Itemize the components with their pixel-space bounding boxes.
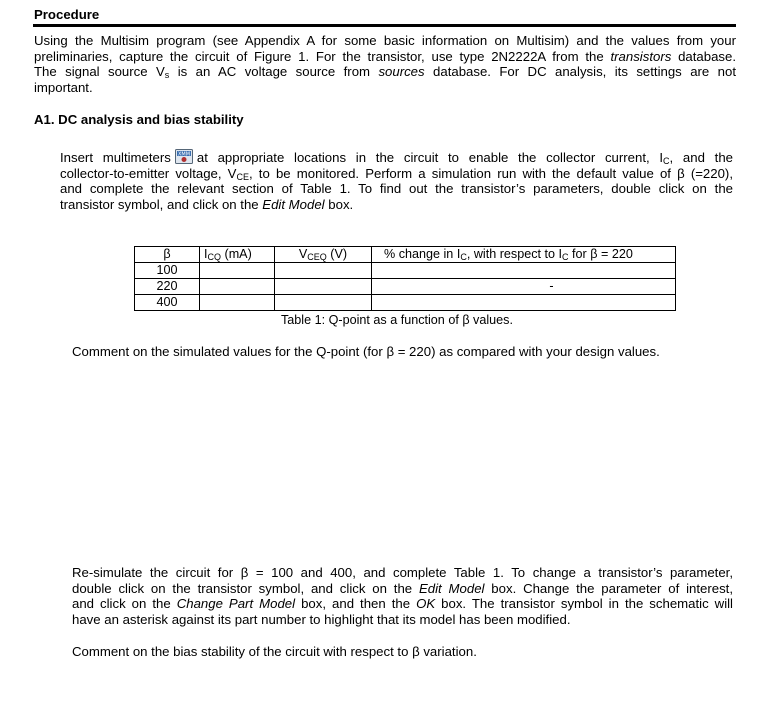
table-row [135, 295, 676, 311]
table-caption: Table 1: Q-point as a function of β values. [281, 313, 513, 327]
row-change-cell: - [372, 279, 676, 295]
row-icq-cell [200, 279, 275, 295]
heading-rule [33, 24, 736, 27]
comment-qpoint: Comment on the simulated values for the Q-point (for β = 220) as compared with your design values. [72, 344, 660, 359]
table-header-row [135, 247, 676, 263]
intro-line-4: important. [34, 79, 93, 95]
resim-line-3: and click on the Change Part Model box, and then the OK box. The transistor symbol in the schematic will [72, 596, 733, 612]
svg-text:XMM: XMM [177, 151, 190, 158]
intro-line-3: The signal source $V_s$ is an AC voltage source from sources database. For DC analysis, its settings are not [34, 64, 736, 81]
resim-line-2: double click on the transistor symbol, and click on the Edit Model box. Change the parameter of interest, [72, 580, 733, 596]
a1-paragraph [60, 149, 733, 212]
row-beta-cell: 400 [135, 295, 200, 311]
a1-line-4: transistor symbol, and click on the Edit Model box. [60, 196, 354, 212]
table-1 [134, 246, 676, 311]
table-row [135, 279, 676, 295]
row-icq-cell [200, 295, 275, 311]
multimeter-icon [175, 149, 193, 164]
intro-line-2: preliminaries, capture the circuit of Figure 1. For the transistor, use type 2N2222A from the transistors database. [34, 48, 737, 64]
resim-line-1: Re-simulate the circuit for β = 100 and 400, and complete Table 1. To change a transistor’s parameter, [72, 565, 733, 580]
intro-line-1: Using the Multisim program (see Appendix A for some basic information on Multisim) and the values from your [34, 33, 736, 48]
section-a1-heading: A1. DC analysis and bias stability [34, 112, 244, 127]
resim-line-4: have an asterisk against its part number to highlight that its model has been modified. [72, 611, 571, 627]
row-vceq-cell [275, 279, 372, 295]
header-vceq: $V_{CEQ}$ (V) [275, 247, 372, 263]
intro-paragraph [34, 33, 736, 95]
header-beta: β [135, 247, 200, 263]
header-icq: $I_{CQ}$ (mA) [200, 247, 275, 263]
procedure-heading: Procedure [34, 7, 100, 22]
row-change-cell [372, 263, 676, 279]
table-row [135, 263, 676, 279]
a1-line-3: and complete the relevant section of Table 1. To find out the transistor’s parameters, double click on the [60, 181, 733, 197]
row-change-cell [372, 295, 676, 311]
row-beta-cell: 100 [135, 263, 200, 279]
a1-line-1: Insert multimeters XMM at appropriate locations in the circuit to enable the collector current, $I_C$, and the [60, 150, 733, 166]
resimulate-paragraph [72, 565, 733, 627]
header-change: % change in $I_C$, with respect to $I_C$ for β = 220 [372, 247, 676, 263]
row-vceq-cell [275, 263, 372, 279]
comment-bias-stability: Comment on the bias stability of the circuit with respect to β variation. [72, 644, 477, 659]
a1-line-2: collector-to-emitter voltage, $V_{CE}$, to be monitored. Perform a simulation run with the default value of β (=220), [60, 165, 733, 182]
row-vceq-cell [275, 295, 372, 311]
row-beta-cell: 220 [135, 279, 200, 295]
row-icq-cell [200, 263, 275, 279]
